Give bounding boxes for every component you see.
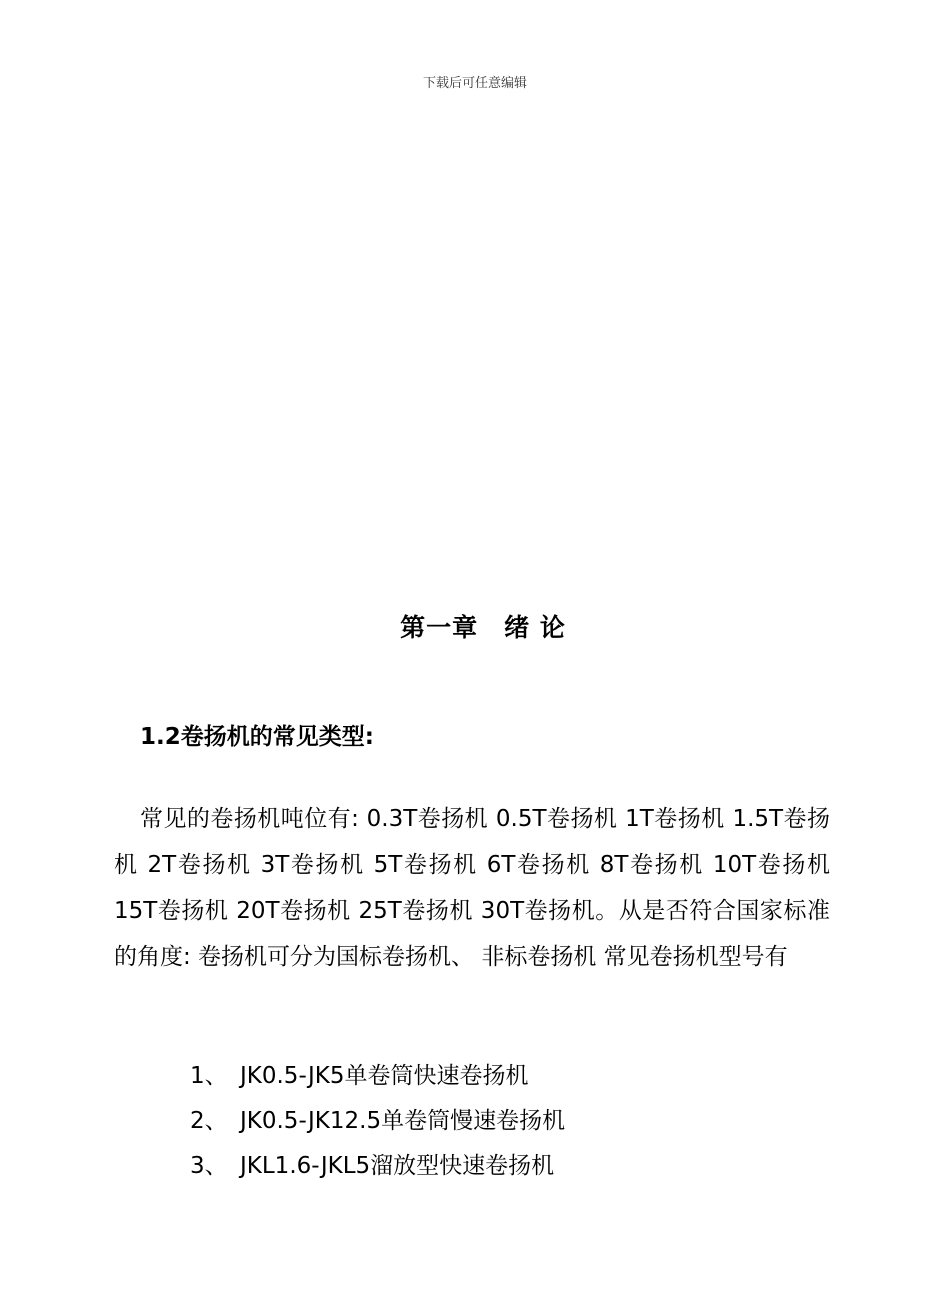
list-item-text: JKL1.6-JKL5溜放型快速卷扬机 (240, 1153, 555, 1179)
list-item-text: JK0.5-JK12.5单卷筒慢速卷扬机 (240, 1108, 566, 1134)
body-paragraph: 常见的卷扬机吨位有: 0.3T卷扬机 0.5T卷扬机 1T卷扬机 1.5T卷扬机 2T卷扬机 3T卷扬机 5T卷扬机 6T卷扬机 8T卷扬机 10T卷扬机 15T卷扬机 20T卷扬机 25T卷扬机 30T卷扬机。从是否符合国家标准的角度: 卷扬机可分为国标卷扬机、 非标卷扬机 常见卷扬机型号有 (114, 806, 830, 970)
page-header: 下载后可任意编辑 (422, 76, 527, 91)
list-item (190, 1054, 565, 1099)
list-item (190, 1099, 565, 1144)
list-item-number: 3、 (190, 1153, 228, 1179)
section-title: 1.2卷扬机的常见类型: (140, 724, 374, 750)
chapter-title: 第一章 绪 论 (400, 613, 566, 642)
winch-model-list (190, 1054, 565, 1189)
list-item (190, 1144, 565, 1189)
list-item-number: 1、 (190, 1063, 228, 1089)
list-item-number: 2、 (190, 1108, 228, 1134)
list-item-text: JK0.5-JK5单卷筒快速卷扬机 (240, 1063, 529, 1089)
